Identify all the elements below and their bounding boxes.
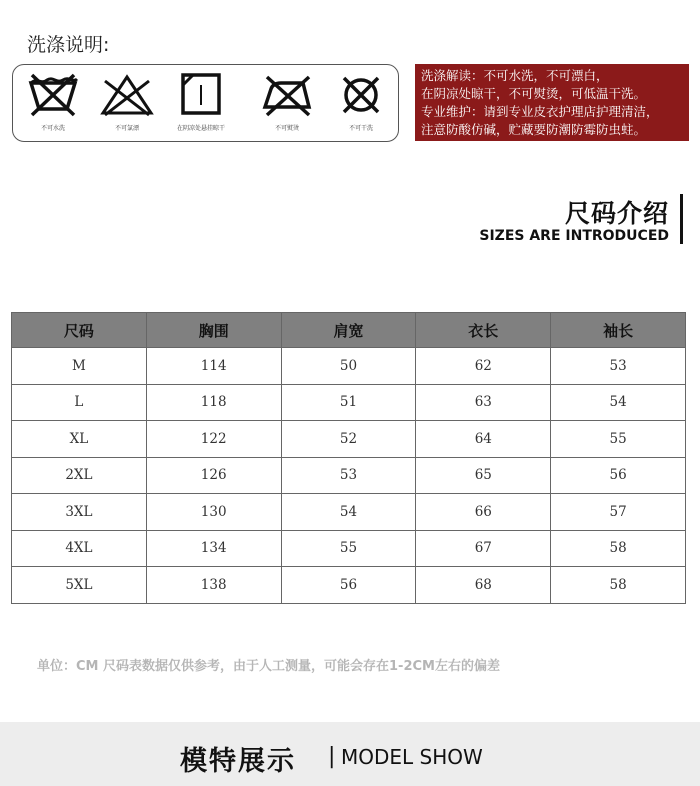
wash-title: 洗涤说明:	[27, 34, 110, 56]
table-cell: 56	[551, 457, 686, 494]
table-cell: 130	[146, 494, 281, 531]
table-cell: 2XL	[12, 457, 147, 494]
table-cell: 53	[281, 457, 416, 494]
table-cell: 56	[281, 567, 416, 604]
table-cell: 57	[551, 494, 686, 531]
table-cell: 55	[551, 421, 686, 458]
table-cell: 114	[146, 348, 281, 385]
no-bleach-icon	[97, 71, 157, 119]
table-cell: 122	[146, 421, 281, 458]
table-cell: 5XL	[12, 567, 147, 604]
shade-dry-icon	[171, 71, 231, 119]
size-section-subtitle: SIZES ARE INTRODUCED	[479, 228, 669, 244]
header-chest: 胸围	[146, 313, 281, 348]
no-iron-icon	[257, 71, 317, 119]
care-note-line: 注意防酸仿碱，贮藏要防潮防霉防虫蛀。	[421, 122, 647, 137]
size-table	[11, 312, 686, 604]
care-item-no-bleach	[91, 71, 163, 132]
size-section-title: 尺码介绍	[564, 199, 669, 228]
table-cell: 4XL	[12, 530, 147, 567]
table-cell: 50	[281, 348, 416, 385]
care-item-no-wash	[17, 71, 89, 132]
care-note-box	[415, 64, 689, 141]
care-label-no-iron: 不可熨烫	[274, 125, 299, 132]
table-row	[12, 494, 686, 531]
header-size: 尺码	[12, 313, 147, 348]
care-note-line: 在阴凉处晾干，不可熨烫，可低温干洗。	[421, 86, 647, 101]
table-cell: 52	[281, 421, 416, 458]
table-cell: 54	[281, 494, 416, 531]
table-cell: L	[12, 384, 147, 421]
table-cell: XL	[12, 421, 147, 458]
table-row	[12, 530, 686, 567]
care-symbols-panel	[12, 64, 399, 142]
model-title-en: MODEL SHOW	[341, 745, 483, 769]
table-cell: 51	[281, 384, 416, 421]
measurement-footnote: 单位：CM 尺码表数据仅供参考，由于人工测量，可能会存在1-2CM左右的偏差	[37, 659, 500, 674]
table-row	[12, 457, 686, 494]
table-cell: 67	[416, 530, 551, 567]
model-show-banner	[0, 722, 700, 786]
care-label-no-wash: 不可水洗	[40, 125, 65, 132]
table-cell: 118	[146, 384, 281, 421]
table-header-row	[12, 313, 686, 348]
table-cell: 3XL	[12, 494, 147, 531]
table-cell: 53	[551, 348, 686, 385]
header-shoulder: 肩宽	[281, 313, 416, 348]
care-item-no-iron	[251, 71, 323, 132]
table-cell: 68	[416, 567, 551, 604]
care-item-no-dry-clean	[325, 71, 397, 132]
header-length: 衣长	[416, 313, 551, 348]
model-title-separator: |	[328, 744, 336, 769]
table-cell: 134	[146, 530, 281, 567]
care-label-no-dry-clean: 不可干洗	[348, 125, 373, 132]
table-cell: 64	[416, 421, 551, 458]
table-row	[12, 384, 686, 421]
care-label-shade-dry: 在阴凉处悬挂晾干	[176, 125, 225, 132]
table-cell: 58	[551, 567, 686, 604]
care-note-line: 专业维护：请到专业皮衣护理店护理清洁，	[421, 104, 659, 119]
table-cell: 138	[146, 567, 281, 604]
no-dry-clean-icon	[331, 71, 391, 119]
size-section-divider	[680, 194, 683, 244]
table-cell: 126	[146, 457, 281, 494]
table-cell: 54	[551, 384, 686, 421]
care-item-shade-dry	[165, 71, 237, 132]
no-wash-icon	[23, 71, 83, 119]
table-cell: 55	[281, 530, 416, 567]
header-sleeve: 袖长	[551, 313, 686, 348]
table-row	[12, 567, 686, 604]
table-cell: 63	[416, 384, 551, 421]
table-cell: M	[12, 348, 147, 385]
table-cell: 62	[416, 348, 551, 385]
table-row	[12, 421, 686, 458]
care-label-no-bleach: 不可氯漂	[114, 125, 139, 132]
model-title-cn: 模特展示	[180, 746, 296, 777]
table-cell: 65	[416, 457, 551, 494]
table-cell: 58	[551, 530, 686, 567]
table-row	[12, 348, 686, 385]
table-cell: 66	[416, 494, 551, 531]
care-note-line: 洗涤解读：不可水洗，不可漂白，	[421, 68, 609, 83]
